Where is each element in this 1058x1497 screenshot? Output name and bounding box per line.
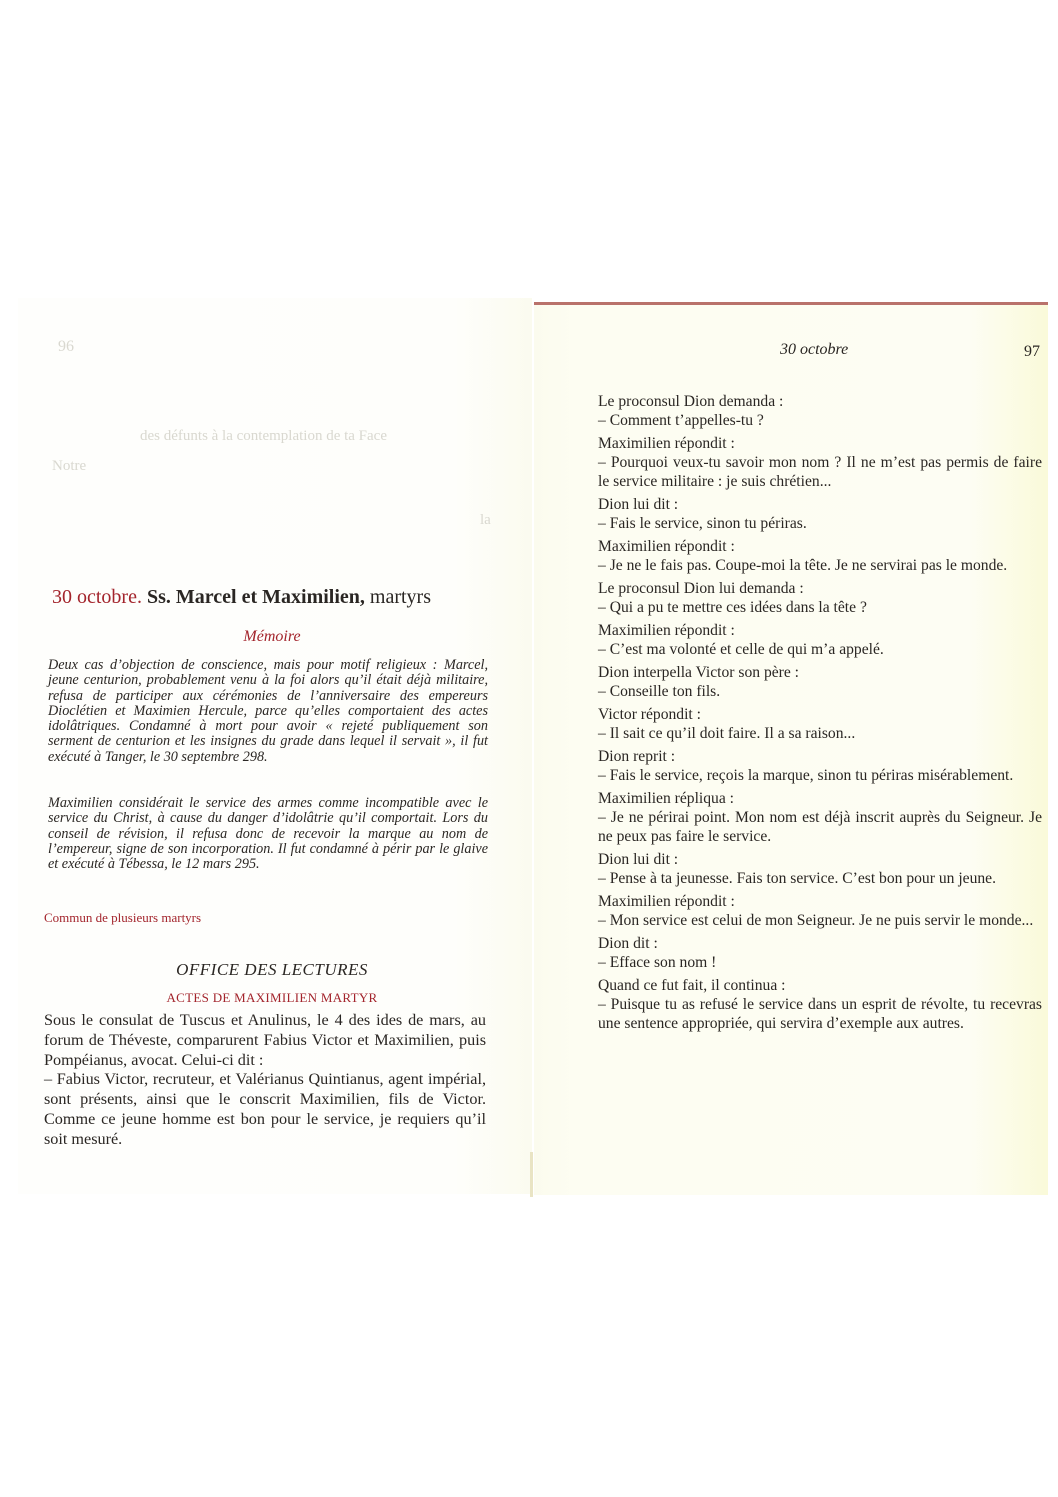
speaker-line: Dion dit :: [598, 935, 658, 952]
reading-paragraph: Sous le consulat de Tuscus et Anulinus, le 4 des ides de mars, au forum de Théveste, comparurent Fabius Victor et Maximilien, puis Pompéianus, avocat. Celui-ci dit :: [44, 1011, 486, 1069]
dialogue-exchange: [598, 537, 1042, 575]
speech-line: – Efface son nom !: [598, 954, 717, 971]
speaker-line: Maximilien répondit :: [598, 435, 735, 452]
speaker-line: Maximilien répondit :: [598, 538, 735, 555]
intro-paragraph: Deux cas d’objection de conscience, mais pour motif religieux : Marcel, jeune centurion, probablement venu à la foi alors qu’il était déjà militaire, refusa de participer aux cérémonies de l’anniversaire des empereurs Dioclétien et Maximien Hercule, parce qu’elles comportaient des actes idolâtriques. Condamné à mort pour avoir « rejeté publiquement son serment de centurion et les insignes du grade dans lequel il servait », il fut exécuté à Tanger, le 30 septembre 298.: [48, 657, 488, 765]
reading-title: ACTES DE MAXIMILIEN MARTYR: [166, 990, 378, 1005]
feast-date: 30 octobre.: [52, 586, 142, 608]
speaker-line: Maximilien répondit :: [598, 622, 735, 639]
commun-reference: Commun de plusieurs martyrs: [44, 910, 202, 925]
dialogue-exchange: [598, 976, 1042, 1033]
running-head: 30 octobre: [780, 341, 849, 358]
feast-grade: Mémoire: [243, 628, 301, 645]
feast-saints: Ss. Marcel et Maximilien,: [146, 586, 365, 608]
speech-line: – Puisque tu as refusé le service dans un esprit de révolte, tu recevras une sentence appropriée, qui servira d’exemple aux autres.: [598, 996, 1042, 1032]
speech-line: – C’est ma volonté et celle de qui m’a appelé.: [598, 641, 884, 658]
dialogue: [598, 392, 1042, 1037]
bleed-through-line: des défunts à la contemplation de ta Face: [140, 428, 387, 444]
speech-line: – Pourquoi veux-tu savoir mon nom ? Il ne m’est pas permis de faire le service militaire : je suis chrétien...: [598, 454, 1042, 490]
intro-paragraph: Maximilien considérait le service des armes comme incompatible avec le service du Christ, à cause du danger d’idolâtrie qu’il comportait. Lors du conseil de révision, il refusa donc de recevoir la marque au nom de l’empereur, signe de son incorporation. Il fut condamné à périr par le glaive et exécuté à Tébessa, le 12 mars 295.: [48, 795, 488, 873]
dialogue-exchange: [598, 789, 1042, 846]
speaker-line: Quand ce fut fait, il continua :: [598, 977, 786, 994]
dialogue-exchange: [598, 434, 1042, 491]
speaker-line: Victor répondit :: [598, 706, 701, 723]
left-page-number: 96: [58, 338, 74, 355]
book-spread: [0, 292, 1058, 1197]
dialogue-exchange: [598, 892, 1042, 930]
bleed-through-line: Notre: [52, 458, 87, 474]
speaker-line: Dion interpella Victor son père :: [598, 664, 800, 681]
dialogue-exchange: [598, 621, 1042, 659]
speech-line: – Pense à ta jeunesse. Fais ton service. C’est bon pour un jeune.: [598, 870, 996, 887]
feast-title: [52, 586, 492, 609]
dialogue-exchange: [598, 705, 1042, 743]
reading-body: [44, 1011, 486, 1150]
speech-line: – Il sait ce qu’il doit faire. Il a sa raison...: [598, 725, 856, 742]
speech-line: – Qui a pu te mettre ces idées dans la tête ?: [598, 599, 867, 616]
speaker-line: Dion lui dit :: [598, 851, 679, 868]
speech-line: – Conseille ton fils.: [598, 683, 721, 700]
dialogue-exchange: [598, 495, 1042, 533]
speech-line: – Fais le service, sinon tu périras.: [598, 515, 807, 532]
speaker-line: Dion reprit :: [598, 748, 676, 765]
speech-line: – Mon service est celui de mon Seigneur. Je ne puis servir le monde...: [598, 912, 1034, 929]
speaker-line: Maximilien répliqua :: [598, 790, 734, 807]
speaker-line: Le proconsul Dion demanda :: [598, 393, 784, 410]
office-heading: OFFICE DES LECTURES: [176, 960, 368, 979]
dialogue-exchange: [598, 934, 1042, 972]
feast-rank-suffix: martyrs: [369, 586, 431, 608]
speaker-line: Le proconsul Dion lui demanda :: [598, 580, 804, 597]
speech-line: – Je ne le fais pas. Coupe-moi la tête. Je ne servirai pas le monde.: [598, 557, 1008, 574]
speech-line: – Comment t’appelles-tu ?: [598, 412, 764, 429]
dialogue-exchange: [598, 579, 1042, 617]
left-page: [18, 298, 532, 1194]
book-spine: [530, 1152, 533, 1197]
speech-line: – Fais le service, reçois la marque, sinon tu périras misérablement.: [598, 767, 1014, 784]
dialogue-exchange: [598, 392, 1042, 430]
right-page-number: 97: [1024, 343, 1040, 360]
speaker-line: Maximilien répondit :: [598, 893, 735, 910]
speaker-line: Dion lui dit :: [598, 496, 679, 513]
reading-paragraph: – Fabius Victor, recruteur, et Valérianus Quintianus, agent impérial, sont présents, ainsi que le conscrit Maximilien, fils de Victor. Comme ce jeune homme est bon pour le service, je requiers qu’il soit mesuré.: [44, 1070, 486, 1148]
dialogue-exchange: [598, 850, 1042, 888]
speech-line: – Je ne périrai point. Mon nom est déjà inscrit auprès du Seigneur. Je ne peux pas faire le service.: [598, 809, 1042, 845]
bleed-through-line: la: [480, 512, 491, 528]
dialogue-exchange: [598, 747, 1042, 785]
dialogue-exchange: [598, 663, 1042, 701]
